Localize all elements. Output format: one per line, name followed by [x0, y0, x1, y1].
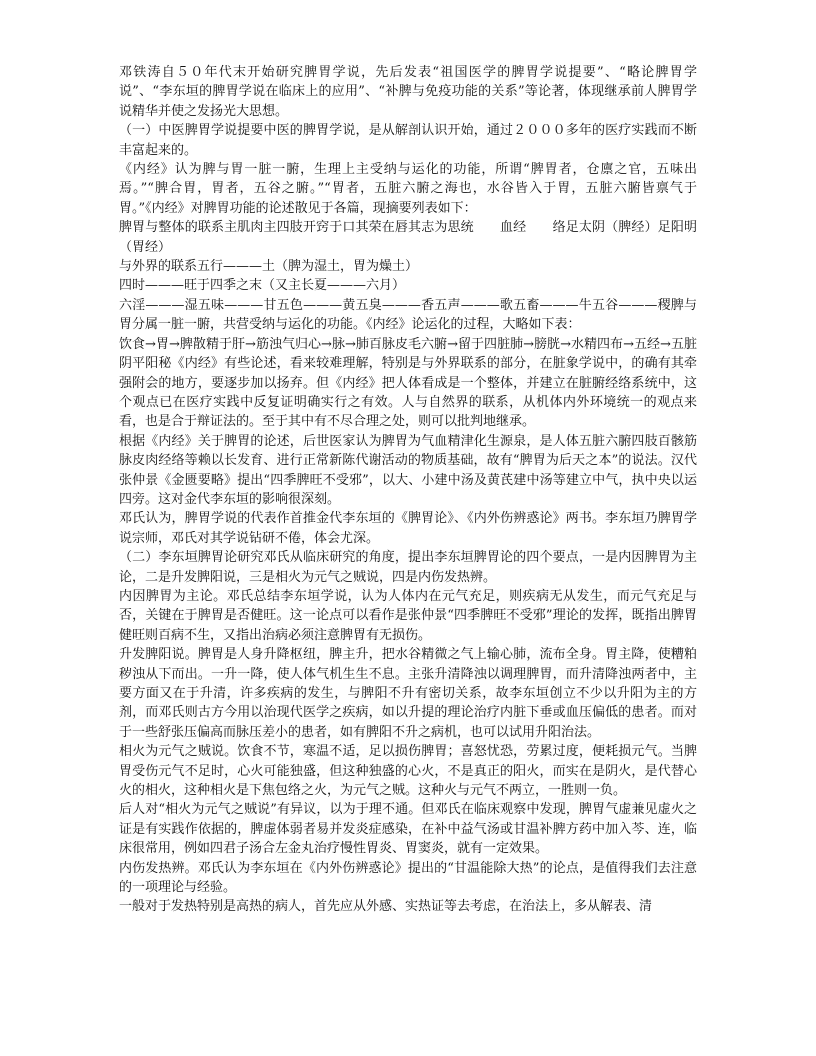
paragraph-neijing-function: 《内经》认为脾与胃一脏一腑，生理上主受纳与运化的功能，所谓“脾胃者，仓廪之官，五味出焉。”“脾合胃，胃者，五谷之腑。”“胃者，五脏六腑之海也，水谷皆入于胃，五脏六腑皆禀气于胃。”《内经》对脾胃功能的论述散见于各篇，现摘要列表如下： — [119, 162, 697, 216]
paragraph-internal-fever: 内伤发热辨。邓氏认为李东垣在《内外伤辨惑论》提出的“甘温能除大热”的论点，是值得我们去注意的一项理论与经验。 — [119, 860, 697, 896]
paragraph-later-physicians: 根据《内经》关于脾胃的论述，后世医家认为脾胃为气血精津化生源泉，是人体五脏六腑四肢百骸筋脉皮肉经络等赖以长发育、进行正常新陈代谢活动的物质基础，故有“脾胃为后天之本”的说法。汉代张仲景《金匮要略》提出“四季脾旺不受邪”，以大、小建中汤及黄芪建中汤等建立中气，执中央以运四旁。这对金代李东垣的影响很深刻。 — [119, 433, 697, 507]
paragraph-internal-cause: 内因脾胃为主论。邓氏总结李东垣学说，认为人体内在元气充足，则疾病无从发生，而元气充足与否，关键在于脾胃是否健旺。这一论点可以看作是张仲景“四季脾旺不受邪”理论的发挥，既指出脾胃健旺则百病不生，又指出治病必须注意脾胃有无损伤。 — [119, 588, 697, 643]
paragraph-table-row-liuyin: 六淫———湿五味———甘五色———黄五臭———香五声———歌五畜———牛五谷———稷脾与胃分属一脏一腑，共营受纳与运化的功能。《内经》论运化的过程，大略如下表： — [119, 297, 697, 333]
paragraph-deng-view: 邓氏认为，脾胃学说的代表作首推金代李东垣的《脾胃论》、《内外伤辨惑论》两书。李东垣乃脾胃学说宗师，邓氏对其学说钻研不倦，体会尤深。 — [119, 511, 697, 546]
paragraph-table-row-body-relation: 脾胃与整体的联系主肌肉主四肢开窍于口其荣在唇其志为思统 血经 络足太阴（脾经）足阳明（胃经） — [119, 220, 697, 255]
paragraph-transport-process: 饮食→胃→脾散精于肝→筋浊气归心→脉→肺百脉皮毛六腑→留于四脏肺→膀胱→水精四布→五经→五脏阴平阳秘《内经》有些论述，看来较难理解，特别是与外界联系的部分，在脏象学说中，的确有其牵强附会的地方，要逐步加以扬弃。但《内经》把人体看成是一个整体，并建立在脏腑经络系统中，这个观点已在医疗实践中反复证明确实行之有效。人与自然界的联系，从机体内外环境统一的观点来看，也是合于辩证法的。至于其中有不尽合理之处，则可以批判地继承。 — [119, 336, 697, 430]
paragraph-later-objection: 后人对“相火为元气之贼说”有异议，以为于理不通。但邓氏在临床观察中发现，脾胃气虚兼见虚火之证是有实践作依据的，脾虚体弱者易并发炎症感染，在补中益气汤或甘温补脾方药中加入芩、连，临床很常用，例如四君子汤合左金丸治疗慢性胃炎、胃窦炎，就有一定效果。 — [119, 802, 697, 857]
paragraph-section-2-heading: （二）李东垣脾胃论研究邓氏从临床研究的角度，提出李东垣脾胃论的四个要点，一是内因脾胃为主论，二是升发脾阳说，三是相火为元气之贼说，四是内伤发热辨。 — [119, 550, 697, 585]
paragraph-ministerial-fire: 相火为元气之贼说。饮食不节，寒温不适，足以损伤脾胃；喜怒忧恐，劳累过度，便耗损元气。当脾胃受伤元气不足时，心火可能独盛，但这种独盛的心火，不是真正的阳火，而实在是阴火，是代替心火的相火，这种相火是下焦包络之火，为元气之贼。这种火与元气不两立，一胜则一负。 — [119, 744, 697, 799]
paragraph-high-fever: 一般对于发热特别是高热的病人，首先应从外感、实热证等去考虑，在治法上，多从解表、清 — [119, 899, 653, 915]
document-body — [119, 63, 697, 916]
paragraph-intro: 邓铁涛自５０年代末开始研究脾胃学说，先后发表“祖国医学的脾胃学说提要”、“略论脾胃学说”、“李东垣的脾胃学说在临床上的应用”、“补脾与免疫功能的关系”等论著，体现继承前人脾胃学说精华并使之发扬光大思想。 — [119, 65, 697, 119]
paragraph-table-row-wuxing: 与外界的联系五行———土（脾为湿土，胃为燥土） — [119, 259, 419, 275]
paragraph-table-row-sishi: 四时———旺于四季之末（又主长夏———六月） — [119, 278, 406, 294]
paragraph-spleen-yang: 升发脾阳说。脾胃是人身升降枢纽，脾主升，把水谷精微之气上输心肺，流布全身。胃主降，使糟粕秽浊从下而出。一升一降，使人体气机生生不息。主张升清降浊以调理脾胃，而升清降浊两者中，主要方面又在于升清，许多疾病的发生，与脾阳不升有密切关系，故李东垣创立不少以升阳为主的方剂，而邓氏则古方今用以治现代医学之疾病，如以升提的理论治疗内脏下垂或血压偏低的患者。而对于一些舒张压偏高而脉压差小的患者，如有脾阳不升之病机，也可以试用升阳治法。 — [119, 647, 697, 740]
paragraph-section-1-heading: （一）中医脾胃学说提要中医的脾胃学说，是从解剖认识开始，通过２０００多年的医疗实践而不断丰富起来的。 — [119, 123, 697, 158]
